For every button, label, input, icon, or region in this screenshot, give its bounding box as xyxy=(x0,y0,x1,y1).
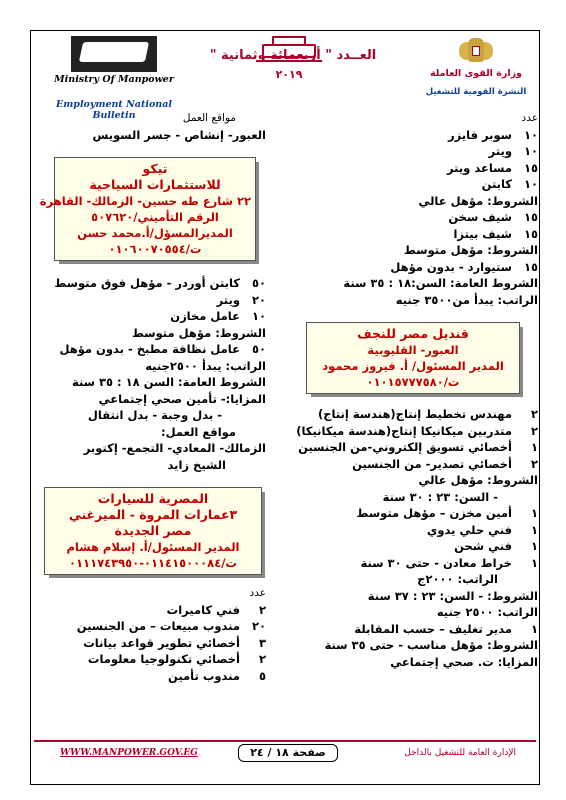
list-item: ٥ مندوب تأمين xyxy=(168,668,266,683)
list-item: ١٥ ستيوارد - بدون مؤهل xyxy=(390,259,538,274)
company-name: تيكو xyxy=(142,161,168,176)
company-name: قنديل مصر للنجف xyxy=(357,326,469,341)
count-header: عدد xyxy=(249,587,266,599)
list-item: ٢٠ مندوب مبيعات – من الجنسين xyxy=(76,619,266,633)
page-footer xyxy=(34,740,536,764)
bulletin-name-en: Employment National Bulletin xyxy=(56,99,172,121)
company-phone: ت/٠١٠١٥٧٧٧٥٨٠ xyxy=(366,375,460,389)
company-box-wrap xyxy=(306,322,520,394)
company-phone: ت/٠١٠٦٠٠٧٠٥٥٤ xyxy=(108,242,202,256)
issue-title: العــدد " أربعمائة وثمانية " xyxy=(209,48,377,63)
salary-text: الراتب: يبدأ ٢٥٠٠جنيه xyxy=(145,358,266,373)
company-manager: المدير المسئول/أ. إسلام هشام xyxy=(66,540,240,554)
list-item: ٥٠ كابتن أوردر - مؤهل فوق متوسط xyxy=(54,276,266,290)
header-right xyxy=(416,32,536,97)
work-locations-label: مواقع العمل xyxy=(182,112,236,124)
benefits-text: المزايا: ت. صحي إجتماعي xyxy=(390,654,538,669)
list-item: ١ فني شحن xyxy=(454,539,538,553)
list-item: ٢٠ ويتر xyxy=(216,292,266,307)
list-item: ١٠ سوبر فايزر xyxy=(448,127,538,142)
company-manager: المديرالمسؤل/أ.محمد حسن xyxy=(77,226,233,240)
list-item: ٢ فني كاميرات xyxy=(166,602,266,617)
salary-text: الراتب: ٢٥٠٠ جنيه xyxy=(436,605,538,619)
bulletin-logo-icon xyxy=(71,36,157,72)
company-box-wrap xyxy=(44,487,262,575)
list-item: ١٥ شيف سخن xyxy=(448,210,538,224)
work-locations: العبور- إنشاص - جسر السويس xyxy=(92,127,266,142)
list-item: ٢ مهندس تخطيط إنتاج(هندسة إنتاج) xyxy=(318,407,538,421)
work-locations: الزمالك- المعادي- التجمع- إكتوبر xyxy=(83,441,266,455)
footer-admin-text: الإدارة العامة للتشغيل بالداخل xyxy=(404,748,516,758)
left-column xyxy=(34,110,266,684)
eagle-emblem-icon xyxy=(459,34,493,68)
company-city: مصر الجديدة xyxy=(114,523,192,538)
list-item: ١٥ شيف بيتزا xyxy=(453,226,538,241)
conditions-text: الشروط: - السن: ٢٣ : ٣٧ سنة xyxy=(367,588,538,603)
right-column xyxy=(298,110,538,670)
header-left xyxy=(34,32,194,121)
work-locations: الشيخ زايد xyxy=(167,457,226,472)
age-text: - السن: ٢٣ : ٣٠ سنة xyxy=(382,489,498,504)
company-insurance-number: الرقم التأميني/٥٠٧٦٢٠ xyxy=(91,210,219,224)
footer-divider xyxy=(34,740,536,742)
list-item: ٢ متدربين ميكانيكا إنتاج(هندسة ميكانيكا) xyxy=(296,423,538,438)
company-name: المصرية للسيارات xyxy=(97,491,209,506)
salary-text: الراتب: ٢٠٠٠ج xyxy=(417,572,498,586)
list-item: ١٠ ويتر xyxy=(488,144,538,158)
benefits-text: المزايا:- تأمين صحي إجتماعي xyxy=(98,391,266,406)
company-address: ٣عمارات المروة - الميرغني xyxy=(68,507,238,522)
company-address: ٢٢ شارع طه حسين- الزمالك- القاهرة xyxy=(39,194,251,208)
company-box-tico xyxy=(39,157,256,261)
general-conditions: الشروط العامة: السن ١٨ : ٣٥ سنة xyxy=(72,375,266,389)
list-item: ١ خراط معادن - حتى ٣٠ سنة xyxy=(360,555,538,570)
job-list-1 xyxy=(298,127,538,193)
company-subtitle: للاستثمارات السياحية xyxy=(89,177,221,192)
year-label: ٢٠١٩ xyxy=(275,68,303,81)
list-item: ٥٠ عامل نظافة مطبخ - بدون مؤهل xyxy=(59,342,266,356)
page-number: صفحة ١٨ / ٢٤ xyxy=(238,744,338,762)
conditions-text: الشروط: مؤهل عالي xyxy=(418,473,538,487)
website-link[interactable]: WWW.MANPOWER.GOV.EG xyxy=(60,748,198,758)
count-header: عدد xyxy=(521,112,538,124)
list-item: ٢ أخصائي تكنولوجيا معلومات xyxy=(87,652,266,666)
conditions-text: الشروط: مؤهل مناسب - حتى ٣٥ سنة xyxy=(324,638,538,652)
list-item: ١ فني حلي يدوي xyxy=(426,522,538,537)
list-item: ٣ أخصائي تطوير قواعد بيانات xyxy=(83,635,266,650)
conditions-text: الشروط: مؤهل متوسط xyxy=(403,243,538,257)
company-box-egyptian-cars xyxy=(44,487,262,575)
list-item: ١٥ مساعد ويتر xyxy=(447,160,538,175)
company-box-qandil xyxy=(306,322,520,394)
company-manager: المدير المسئول/ أ. فيروز محمود xyxy=(322,359,504,373)
ministry-name-en: Ministry Of Manpower xyxy=(54,74,174,85)
list-item: ١ مدير تغليف – حسب المقابلة xyxy=(354,621,538,636)
salary-text: الراتب: يبدأ من٣٥٠٠ جنيه xyxy=(395,292,538,307)
list-item: ١ أخصائي تسويق إلكتروني-من الجنسين xyxy=(298,440,538,454)
company-location: العبور- القليوبية xyxy=(367,343,459,357)
list-item: ٢ أخصائي تصدير- من الجنسين xyxy=(352,456,538,471)
company-box-wrap xyxy=(39,157,256,261)
bulletin-name-ar: النشرة القومية للتشغيل xyxy=(425,87,527,97)
benefits-text: - بدل وجبة - بدل انتقال xyxy=(87,408,222,422)
list-item: ١٠ كابتن xyxy=(481,177,538,191)
work-locations-label: مواقع العمل: xyxy=(161,424,236,439)
company-phone: ت/٠١١٤١٥٠٠٠٨٤-٠١١١٧٤٣٩٥٠ xyxy=(69,556,237,570)
conditions-text: الشروط: مؤهل عالي xyxy=(418,193,538,208)
list-item: ١ أمين مخزن – مؤهل متوسط xyxy=(356,506,538,520)
list-item: ١٠ عامل مخازن xyxy=(170,309,266,323)
ministry-name-ar: وزارة القوى العاملة xyxy=(430,68,522,79)
general-conditions: الشروط العامة: السن:١٨ : ٣٥ سنة xyxy=(343,276,538,290)
conditions-text: الشروط: مؤهل متوسط xyxy=(131,325,266,340)
